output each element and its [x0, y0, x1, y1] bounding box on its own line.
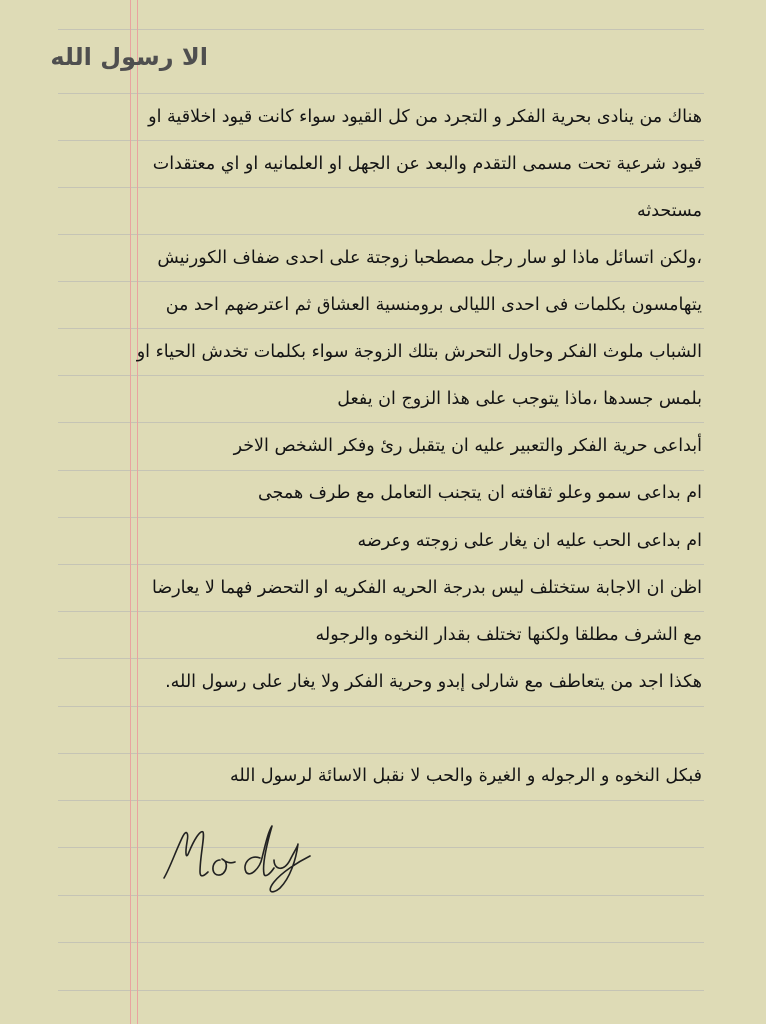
- rule-line: [58, 470, 704, 471]
- rule-line: [58, 187, 704, 188]
- rule-line: [58, 990, 704, 991]
- text-line: بلمس جسدها ،ماذا يتوجب على هذا الزوج ان يفعل: [337, 389, 702, 409]
- rule-line: [58, 234, 704, 235]
- text-line: ام بداعى سمو وعلو ثقافته ان يتجنب التعامل مع طرف همجى: [257, 483, 702, 503]
- rule-line: [58, 895, 704, 896]
- text-line: الشباب ملوث الفكر وحاول التحرش بتلك الزوجة سواء بكلمات تخدش الحياء او: [136, 342, 702, 362]
- text-line: اظن ان الاجابة ستختلف ليس بدرجة الحريه الفكريه او التحضر فهما لا يعارضا: [152, 578, 702, 598]
- margin-line-right: [137, 0, 138, 1024]
- text-line: هناك من ينادى بحرية الفكر و التجرد من كل القيود سواء كانت قيود اخلاقية او: [148, 107, 702, 127]
- text-line: مستحدثه: [636, 201, 702, 221]
- rule-line: [58, 93, 704, 94]
- text-line: هكذا اجد من يتعاطف مع شارلى إبدو وحرية الفكر ولا يغار على رسول الله.: [165, 672, 702, 692]
- page-title: الا رسول الله: [50, 43, 208, 71]
- rule-line: [58, 422, 704, 423]
- rule-line: [58, 517, 704, 518]
- margin-line-left: [130, 0, 131, 1024]
- text-line: قيود شرعية تحت مسمى التقدم والبعد عن الجهل او العلمانيه او اي معتقدات: [152, 154, 702, 174]
- text-line: مع الشرف مطلقا ولكنها تختلف بقدار النخوه والرجوله: [315, 625, 702, 645]
- handwritten-signature: [158, 820, 323, 898]
- closing-line: فبكل النخوه و الرجوله و الغيرة والحب لا نقبل الاسائة لرسول الله: [229, 766, 702, 786]
- rule-line: [58, 328, 704, 329]
- text-line: أبداعى حرية الفكر والتعبير عليه ان يتقبل رئ وفكر الشخص الاخر: [233, 436, 702, 456]
- rule-line: [58, 611, 704, 612]
- rule-line: [58, 800, 704, 801]
- rule-line: [58, 658, 704, 659]
- rule-line: [58, 706, 704, 707]
- rule-line: [58, 564, 704, 565]
- text-line: ام بداعى الحب عليه ان يغار على زوجته وعرضه: [357, 531, 702, 551]
- rule-line: [58, 140, 704, 141]
- rule-line: [58, 753, 704, 754]
- rule-line: [58, 847, 704, 848]
- rule-line: [58, 29, 704, 30]
- text-line: ،ولكن اتسائل ماذا لو سار رجل مصطحبا زوجتة على احدى ضفاف الكورنيش: [157, 248, 702, 268]
- rule-line: [58, 281, 704, 282]
- rule-line: [58, 942, 704, 943]
- rule-line: [58, 375, 704, 376]
- text-line: يتهامسون بكلمات فى احدى الليالى برومنسية العشاق ثم اعترضهم احد من: [165, 295, 702, 315]
